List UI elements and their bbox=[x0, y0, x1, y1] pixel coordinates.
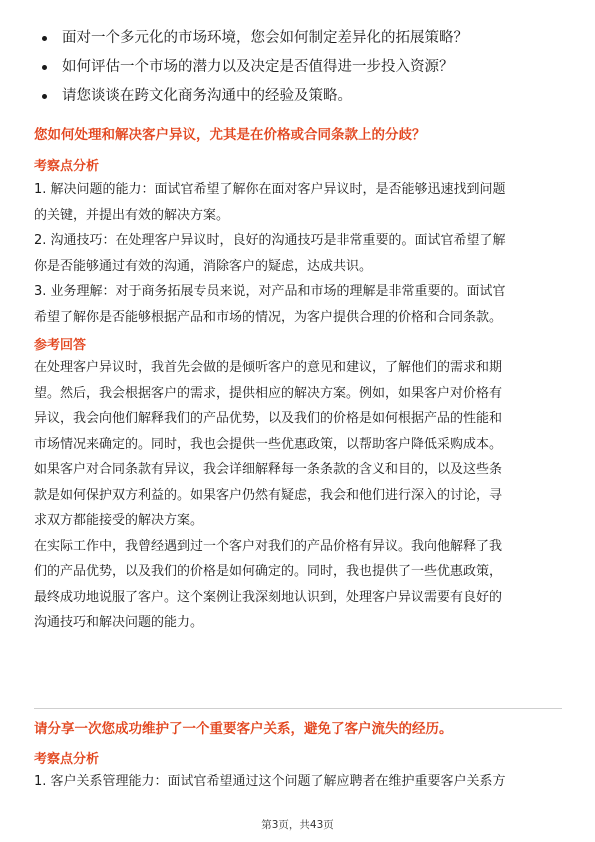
text-line: 沟通技巧和解决问题的能力。 bbox=[34, 615, 204, 630]
bullet-dot-icon bbox=[42, 36, 47, 41]
bullet-text: 如何评估一个市场的潜力以及决定是否值得进一步投入资源？ bbox=[62, 59, 454, 75]
analysis-text bbox=[34, 769, 562, 795]
list-item bbox=[38, 24, 568, 53]
page-footer: 第3页，共43页 bbox=[261, 819, 334, 831]
answer-text bbox=[34, 355, 562, 636]
text-line: 3. 业务理解：对于商务拓展专员来说，对产品和市场的理解是非常重要的。面试官 bbox=[34, 284, 506, 299]
list-item bbox=[38, 82, 568, 111]
text-line: 如果客户对合同条款有异议，我会详细解释每一条条款的含义和目的，以及这些条 bbox=[34, 462, 503, 477]
bullet-dot-icon bbox=[42, 94, 47, 99]
bullet-list bbox=[38, 24, 568, 111]
text-line: 最终成功地说服了客户。这个案例让我深刻地认识到，处理客户异议需要有良好的 bbox=[34, 589, 503, 605]
analysis-text bbox=[34, 177, 562, 330]
analysis-heading: 考察点分析 bbox=[34, 159, 100, 174]
question-title: 您如何处理和解决客户异议，尤其是在价格或合同条款上的分歧？ bbox=[34, 127, 426, 143]
text-line: 求双方都能接受的解决方案。 bbox=[34, 513, 204, 528]
text-line: 1. 客户关系管理能力：面试官希望通过这个问题了解应聘者在维护重要客户关系方 bbox=[34, 774, 506, 789]
list-item bbox=[38, 53, 568, 82]
answer-heading: 参考回答 bbox=[34, 338, 87, 353]
text-line: 你是否能够通过有效的沟通，消除客户的疑虑，达成共识。 bbox=[34, 258, 373, 274]
bullet-text: 请您谈谈在跨文化商务沟通中的经验及策略。 bbox=[62, 88, 352, 104]
text-line: 在实际工作中，我曾经遇到过一个客户对我们的产品价格有异议。我向他解释了我 bbox=[34, 538, 503, 554]
question-title: 请分享一次您成功维护了一个重要客户关系，避免了客户流失的经历。 bbox=[34, 721, 453, 737]
text-line: 2. 沟通技巧：在处理客户异议时，良好的沟通技巧是非常重要的。面试官希望了解 bbox=[34, 233, 506, 248]
text-line: 希望了解你是否能够根据产品和市场的情况，为客户提供合理的价格和合同条款。 bbox=[34, 309, 503, 325]
text-line: 们的产品优势，以及我们的价格是如何确定的。同时，我也提供了一些优惠政策， bbox=[34, 564, 503, 579]
text-line: 1. 解决问题的能力：面试官希望了解你在面对客户异议时，是否能够迅速找到问题 bbox=[34, 182, 506, 197]
bullet-text: 面对一个多元化的市场环境，您会如何制定差异化的拓展策略？ bbox=[62, 30, 468, 46]
text-line: 款是如何保护双方利益的。如果客户仍然有疑虑，我会和他们进行深入的讨论，寻 bbox=[34, 487, 503, 503]
text-line: 望。然后，我会根据客户的需求，提供相应的解决方案。例如，如果客户对价格有 bbox=[34, 385, 503, 401]
text-line: 市场情况来确定的。同时，我也会提供一些优惠政策，以帮助客户降低采购成本。 bbox=[34, 436, 503, 452]
analysis-heading: 考察点分析 bbox=[34, 752, 100, 767]
section-divider bbox=[34, 708, 562, 709]
text-line: 异议，我会向他们解释我们的产品优势，以及我们的价格是如何根据产品的性能和 bbox=[34, 411, 503, 426]
text-line: 在处理客户异议时，我首先会做的是倾听客户的意见和建议，了解他们的需求和期 bbox=[34, 360, 503, 375]
text-line: 的关键，并提出有效的解决方案。 bbox=[34, 207, 230, 223]
bullet-dot-icon bbox=[42, 65, 47, 70]
